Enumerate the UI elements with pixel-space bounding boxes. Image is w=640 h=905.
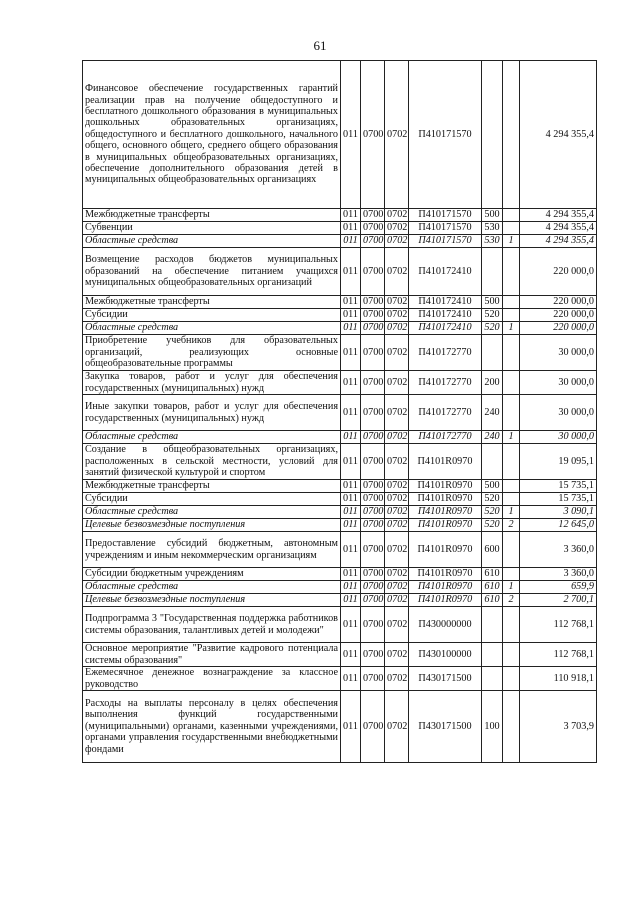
subsection-code: 0702 bbox=[385, 568, 409, 581]
section-code: 0700 bbox=[361, 296, 385, 309]
section-code: 0700 bbox=[361, 322, 385, 335]
subsection-code: 0702 bbox=[385, 607, 409, 643]
subsection-code: 0702 bbox=[385, 61, 409, 209]
ministry-code: 011 bbox=[341, 594, 361, 607]
row-name: Областные средства bbox=[83, 506, 341, 519]
amount: 3 090,1 bbox=[520, 506, 597, 519]
expense-type-code: 520 bbox=[482, 506, 503, 519]
table-row bbox=[83, 371, 597, 395]
amount: 220 000,0 bbox=[520, 296, 597, 309]
target-article-code: П4101R0970 bbox=[409, 506, 482, 519]
table-row bbox=[83, 568, 597, 581]
amount: 15 735,1 bbox=[520, 480, 597, 493]
subsection-code: 0702 bbox=[385, 444, 409, 480]
section-code: 0700 bbox=[361, 532, 385, 568]
subsection-code: 0702 bbox=[385, 431, 409, 444]
row-name: Основное мероприятие "Развитие кадрового потенциала системы образования" bbox=[83, 643, 341, 667]
funding-source-code bbox=[503, 248, 520, 296]
ministry-code: 011 bbox=[341, 581, 361, 594]
expense-type-code: 610 bbox=[482, 594, 503, 607]
target-article-code: П4101R0970 bbox=[409, 568, 482, 581]
subsection-code: 0702 bbox=[385, 691, 409, 763]
row-name: Субвенции bbox=[83, 222, 341, 235]
target-article-code: П430171500 bbox=[409, 691, 482, 763]
expense-type-code: 100 bbox=[482, 691, 503, 763]
expense-type-code bbox=[482, 335, 503, 371]
amount: 220 000,0 bbox=[520, 248, 597, 296]
subsection-code: 0702 bbox=[385, 506, 409, 519]
table-row bbox=[83, 222, 597, 235]
funding-source-code bbox=[503, 395, 520, 431]
row-name: Закупка товаров, работ и услуг для обеспечения государственных (муниципальных) нужд bbox=[83, 371, 341, 395]
funding-source-code: 2 bbox=[503, 519, 520, 532]
ministry-code: 011 bbox=[341, 395, 361, 431]
row-name: Предоставление субсидий бюджетным, автономным учреждениям и иным некоммерческим организациям bbox=[83, 532, 341, 568]
table-row bbox=[83, 493, 597, 506]
expense-type-code: 240 bbox=[482, 395, 503, 431]
expense-type-code: 520 bbox=[482, 322, 503, 335]
table-row bbox=[83, 691, 597, 763]
row-name: Областные средства bbox=[83, 322, 341, 335]
expense-type-code: 500 bbox=[482, 209, 503, 222]
row-name: Возмещение расходов бюджетов муниципальных образований на обеспечение питанием учащихся муниципальных общеобразовательных организаций bbox=[83, 248, 341, 296]
target-article-code: П4101R0970 bbox=[409, 493, 482, 506]
target-article-code: П4101R0970 bbox=[409, 480, 482, 493]
section-code: 0700 bbox=[361, 691, 385, 763]
table-row bbox=[83, 248, 597, 296]
funding-source-code bbox=[503, 493, 520, 506]
section-code: 0700 bbox=[361, 235, 385, 248]
ministry-code: 011 bbox=[341, 222, 361, 235]
subsection-code: 0702 bbox=[385, 335, 409, 371]
amount: 19 095,1 bbox=[520, 444, 597, 480]
ministry-code: 011 bbox=[341, 444, 361, 480]
ministry-code: 011 bbox=[341, 371, 361, 395]
ministry-code: 011 bbox=[341, 519, 361, 532]
expense-type-code bbox=[482, 643, 503, 667]
row-name: Целевые безвозмездные поступления bbox=[83, 519, 341, 532]
section-code: 0700 bbox=[361, 519, 385, 532]
ministry-code: 011 bbox=[341, 248, 361, 296]
funding-source-code bbox=[503, 568, 520, 581]
subsection-code: 0702 bbox=[385, 493, 409, 506]
table-row bbox=[83, 235, 597, 248]
table-row bbox=[83, 431, 597, 444]
subsection-code: 0702 bbox=[385, 581, 409, 594]
amount: 12 645,0 bbox=[520, 519, 597, 532]
subsection-code: 0702 bbox=[385, 222, 409, 235]
row-name: Областные средства bbox=[83, 235, 341, 248]
section-code: 0700 bbox=[361, 643, 385, 667]
expense-type-code bbox=[482, 61, 503, 209]
section-code: 0700 bbox=[361, 61, 385, 209]
row-name: Приобретение учебников для образовательных организаций, реализующих основные общеобразовательные программы bbox=[83, 335, 341, 371]
amount: 3 360,0 bbox=[520, 532, 597, 568]
amount: 220 000,0 bbox=[520, 309, 597, 322]
ministry-code: 011 bbox=[341, 667, 361, 691]
target-article-code: П410171570 bbox=[409, 61, 482, 209]
funding-source-code bbox=[503, 480, 520, 493]
row-name: Иные закупки товаров, работ и услуг для обеспечения государственных (муниципальных) нужд bbox=[83, 395, 341, 431]
ministry-code: 011 bbox=[341, 235, 361, 248]
section-code: 0700 bbox=[361, 222, 385, 235]
amount: 3 360,0 bbox=[520, 568, 597, 581]
subsection-code: 0702 bbox=[385, 519, 409, 532]
section-code: 0700 bbox=[361, 395, 385, 431]
amount: 15 735,1 bbox=[520, 493, 597, 506]
section-code: 0700 bbox=[361, 506, 385, 519]
table-row bbox=[83, 532, 597, 568]
expense-type-code: 530 bbox=[482, 222, 503, 235]
ministry-code: 011 bbox=[341, 506, 361, 519]
section-code: 0700 bbox=[361, 248, 385, 296]
row-name: Межбюджетные трансферты bbox=[83, 209, 341, 222]
funding-source-code bbox=[503, 532, 520, 568]
target-article-code: П410172410 bbox=[409, 248, 482, 296]
ministry-code: 011 bbox=[341, 532, 361, 568]
row-name: Ежемесячное денежное вознаграждение за классное руководство bbox=[83, 667, 341, 691]
target-article-code: П430171500 bbox=[409, 667, 482, 691]
table-row bbox=[83, 480, 597, 493]
expense-type-code: 240 bbox=[482, 431, 503, 444]
amount: 110 918,1 bbox=[520, 667, 597, 691]
target-article-code: П410172770 bbox=[409, 431, 482, 444]
row-name: Межбюджетные трансферты bbox=[83, 296, 341, 309]
funding-source-code bbox=[503, 209, 520, 222]
section-code: 0700 bbox=[361, 568, 385, 581]
funding-source-code bbox=[503, 222, 520, 235]
subsection-code: 0702 bbox=[385, 235, 409, 248]
expense-type-code bbox=[482, 607, 503, 643]
amount: 112 768,1 bbox=[520, 643, 597, 667]
row-name: Областные средства bbox=[83, 431, 341, 444]
funding-source-code: 1 bbox=[503, 431, 520, 444]
row-name: Создание в общеобразовательных организациях, расположенных в сельской местности, условий для занятий физической культурой и спортом bbox=[83, 444, 341, 480]
funding-source-code bbox=[503, 691, 520, 763]
subsection-code: 0702 bbox=[385, 248, 409, 296]
table-row bbox=[83, 643, 597, 667]
section-code: 0700 bbox=[361, 309, 385, 322]
subsection-code: 0702 bbox=[385, 309, 409, 322]
ministry-code: 011 bbox=[341, 691, 361, 763]
subsection-code: 0702 bbox=[385, 296, 409, 309]
table-row bbox=[83, 594, 597, 607]
target-article-code: П410172770 bbox=[409, 335, 482, 371]
subsection-code: 0702 bbox=[385, 643, 409, 667]
expense-type-code: 610 bbox=[482, 581, 503, 594]
row-name: Целевые безвозмездные поступления bbox=[83, 594, 341, 607]
ministry-code: 011 bbox=[341, 335, 361, 371]
section-code: 0700 bbox=[361, 371, 385, 395]
funding-source-code: 2 bbox=[503, 594, 520, 607]
ministry-code: 011 bbox=[341, 309, 361, 322]
target-article-code: П410172770 bbox=[409, 395, 482, 431]
target-article-code: П4101R0970 bbox=[409, 581, 482, 594]
row-name: Субсидии bbox=[83, 493, 341, 506]
target-article-code: П410172410 bbox=[409, 296, 482, 309]
subsection-code: 0702 bbox=[385, 594, 409, 607]
funding-source-code: 1 bbox=[503, 235, 520, 248]
target-article-code: П4101R0970 bbox=[409, 594, 482, 607]
funding-source-code bbox=[503, 643, 520, 667]
table-row bbox=[83, 519, 597, 532]
section-code: 0700 bbox=[361, 335, 385, 371]
subsection-code: 0702 bbox=[385, 371, 409, 395]
funding-source-code bbox=[503, 371, 520, 395]
target-article-code: П430100000 bbox=[409, 643, 482, 667]
subsection-code: 0702 bbox=[385, 322, 409, 335]
table-row bbox=[83, 309, 597, 322]
row-name: Областные средства bbox=[83, 581, 341, 594]
row-name: Субсидии bbox=[83, 309, 341, 322]
amount: 30 000,0 bbox=[520, 431, 597, 444]
row-name: Подпрограмма 3 "Государственная поддержка работников системы образования, талантливых детей и молодежи" bbox=[83, 607, 341, 643]
expense-type-code: 530 bbox=[482, 235, 503, 248]
target-article-code: П430000000 bbox=[409, 607, 482, 643]
page-number: 61 bbox=[313, 38, 327, 53]
row-name: Субсидии бюджетным учреждениям bbox=[83, 568, 341, 581]
ministry-code: 011 bbox=[341, 607, 361, 643]
funding-source-code: 1 bbox=[503, 506, 520, 519]
amount: 659,9 bbox=[520, 581, 597, 594]
section-code: 0700 bbox=[361, 480, 385, 493]
ministry-code: 011 bbox=[341, 296, 361, 309]
amount: 220 000,0 bbox=[520, 322, 597, 335]
funding-source-code bbox=[503, 667, 520, 691]
row-name: Расходы на выплаты персоналу в целях обеспечения выполнения функций государственными (муниципальными) органами, казенными учреждениями, органами управления государственными внебюджетными фондами bbox=[83, 691, 341, 763]
target-article-code: П4101R0970 bbox=[409, 519, 482, 532]
ministry-code: 011 bbox=[341, 209, 361, 222]
ministry-code: 011 bbox=[341, 322, 361, 335]
funding-source-code bbox=[503, 309, 520, 322]
section-code: 0700 bbox=[361, 444, 385, 480]
table-row bbox=[83, 667, 597, 691]
target-article-code: П410171570 bbox=[409, 209, 482, 222]
table-row bbox=[83, 335, 597, 371]
expense-type-code: 520 bbox=[482, 309, 503, 322]
funding-source-code bbox=[503, 296, 520, 309]
expense-type-code bbox=[482, 667, 503, 691]
amount: 30 000,0 bbox=[520, 335, 597, 371]
subsection-code: 0702 bbox=[385, 209, 409, 222]
amount: 30 000,0 bbox=[520, 395, 597, 431]
funding-source-code bbox=[503, 607, 520, 643]
funding-source-code bbox=[503, 61, 520, 209]
target-article-code: П4101R0970 bbox=[409, 532, 482, 568]
amount: 4 294 355,4 bbox=[520, 235, 597, 248]
expense-type-code: 520 bbox=[482, 519, 503, 532]
table-row bbox=[83, 395, 597, 431]
ministry-code: 011 bbox=[341, 568, 361, 581]
amount: 30 000,0 bbox=[520, 371, 597, 395]
section-code: 0700 bbox=[361, 209, 385, 222]
section-code: 0700 bbox=[361, 431, 385, 444]
expense-type-code: 500 bbox=[482, 296, 503, 309]
target-article-code: П410171570 bbox=[409, 235, 482, 248]
table-row bbox=[83, 607, 597, 643]
expense-type-code: 610 bbox=[482, 568, 503, 581]
funding-source-code: 1 bbox=[503, 322, 520, 335]
expense-type-code: 200 bbox=[482, 371, 503, 395]
subsection-code: 0702 bbox=[385, 532, 409, 568]
table-row bbox=[83, 322, 597, 335]
table-row bbox=[83, 61, 597, 209]
expense-type-code: 520 bbox=[482, 493, 503, 506]
section-code: 0700 bbox=[361, 667, 385, 691]
target-article-code: П410171570 bbox=[409, 222, 482, 235]
ministry-code: 011 bbox=[341, 480, 361, 493]
target-article-code: П4101R0970 bbox=[409, 444, 482, 480]
ministry-code: 011 bbox=[341, 643, 361, 667]
ministry-code: 011 bbox=[341, 431, 361, 444]
target-article-code: П410172410 bbox=[409, 309, 482, 322]
section-code: 0700 bbox=[361, 594, 385, 607]
subsection-code: 0702 bbox=[385, 480, 409, 493]
amount: 112 768,1 bbox=[520, 607, 597, 643]
row-name: Межбюджетные трансферты bbox=[83, 480, 341, 493]
funding-source-code bbox=[503, 335, 520, 371]
table-row bbox=[83, 444, 597, 480]
table-row bbox=[83, 506, 597, 519]
expense-type-code: 600 bbox=[482, 532, 503, 568]
amount: 4 294 355,4 bbox=[520, 209, 597, 222]
amount: 3 703,9 bbox=[520, 691, 597, 763]
section-code: 0700 bbox=[361, 493, 385, 506]
subsection-code: 0702 bbox=[385, 395, 409, 431]
target-article-code: П410172410 bbox=[409, 322, 482, 335]
funding-source-code: 1 bbox=[503, 581, 520, 594]
section-code: 0700 bbox=[361, 581, 385, 594]
expense-type-code: 500 bbox=[482, 480, 503, 493]
table-row bbox=[83, 581, 597, 594]
amount: 4 294 355,4 bbox=[520, 222, 597, 235]
table-row bbox=[83, 296, 597, 309]
ministry-code: 011 bbox=[341, 493, 361, 506]
amount: 2 700,1 bbox=[520, 594, 597, 607]
expense-type-code bbox=[482, 444, 503, 480]
section-code: 0700 bbox=[361, 607, 385, 643]
ministry-code: 011 bbox=[341, 61, 361, 209]
expense-type-code bbox=[482, 248, 503, 296]
funding-source-code bbox=[503, 444, 520, 480]
target-article-code: П410172770 bbox=[409, 371, 482, 395]
table-row bbox=[83, 209, 597, 222]
amount: 4 294 355,4 bbox=[520, 61, 597, 209]
subsection-code: 0702 bbox=[385, 667, 409, 691]
row-name: Финансовое обеспечение государственных гарантий реализации прав на получение общедоступного и бесплатного дошкольного образования в муниципальных дошкольных образовательных организациях, общедоступного и бесплатного дошкольного, начального общего, основного общего, среднего общего образования в муниципальных общеобразовательных организациях, обеспечение дополнительного образования детей в муниципальных общеобразовательных организациях bbox=[83, 61, 341, 209]
budget-table bbox=[82, 60, 597, 763]
